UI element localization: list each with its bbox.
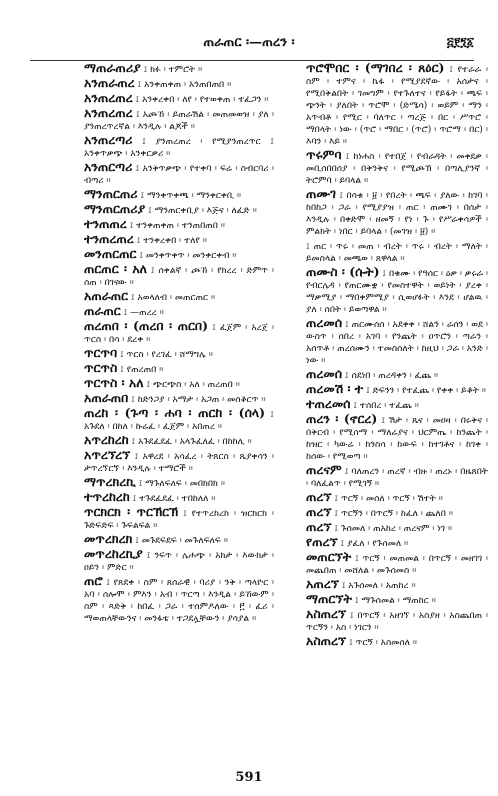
- running-head-page-number: ፭፻፺፩: [446, 35, 474, 49]
- headword: አንጠረጠረ: [84, 105, 133, 120]
- headword: የጠረኘ: [306, 534, 338, 549]
- definition: ፤ በሳቁ ፡ ፱ ፡ የበረት ፡ ጫፍ ፡ ያለው ፡ ከገባ ፡ ከበከጋ ፡ ጋራ ፡ የሚያያዝ ፡ ጠር ፡ ጠሙገ ፡ በሰታ ፡ እንዲሉ ፡ በቀድሞ ፡ ዘመኝ ፡ የነ ፡ ጉ ፡ የሥራቀሳዎች ፡ ምልክት ፡ ነበር ፡ ይባላል ፡ (መገዝ ፡ ፱) ፡፡: [306, 191, 488, 237]
- definition: ፤ ተንቀረቀበ ፡ ተለየ ፡፡: [136, 236, 207, 246]
- definition: ፤ አወላለብ ፡ መጠርጠር ፡፡: [130, 293, 216, 303]
- headword: ጠሮ: [84, 573, 103, 588]
- dictionary-entry: [84, 248, 274, 262]
- headword: መንጠርጠር: [84, 246, 137, 261]
- definition: ፤ መንቀጥቀጥ ፡ መንቀርቀብ ፡፡: [139, 251, 237, 261]
- definition: ፤ ጥርስ ፡ የረገፈ ፡ ሸማግሌ ፡፡: [119, 350, 213, 360]
- dictionary-entry: [84, 575, 274, 625]
- definition: ፤ ያንጠረጠረ ፡ የሚያንጠረጥር ፤ አንቀጥቃጭ ፡ አንቀርቃሪ ፡፡: [84, 137, 274, 159]
- headword: ተጠረመሰ: [306, 396, 351, 411]
- definition: ፤ ጥርኝን ፡ በጥርኝ ፡ ከፈለ ፡ ጨለበ ፡፡: [334, 509, 453, 519]
- dictionary-entry: [306, 239, 488, 265]
- dictionary-entry: [306, 635, 488, 649]
- definition: ፤ አጉደለ ፡ በከለ ፡ ኩሬፈ ፡ ፈጀም ፡ አበጠረ ፡፡: [84, 410, 274, 432]
- headword: ጠራጠር: [84, 303, 121, 318]
- dictionary-entry: [84, 218, 274, 232]
- headword: ጠረመሰ: [306, 366, 343, 381]
- dictionary-entry: [84, 392, 274, 406]
- headword: ጠሙስ ፡ (ሱት): [306, 264, 380, 279]
- definition: ፤ ከድንጋያ ፡ አማታ ፡ አጋጠ ፡ መሰቆርጥ ፡፡: [131, 395, 266, 405]
- dictionary-entry: [306, 521, 488, 535]
- definition: ፤ ያፈለ ፡ የጉሰመለ ፡፡: [340, 539, 409, 549]
- dictionary-entry: [306, 578, 488, 592]
- dictionary-entry: [84, 377, 274, 391]
- dictionary-entry: [84, 320, 274, 346]
- headword: ጥርክርክ ፡ ጥርኽርኽ: [84, 504, 179, 519]
- dictionary-entry: [84, 92, 274, 106]
- dictionary-entry: [306, 383, 488, 397]
- dictionary-entry: [306, 413, 488, 463]
- definition: ፤ ጠርሙሰሰ ፡ አደቀቀ ፡ ሸልን ፡ ራሰን ፡ ወደ ፡ ውስጥ ፡ ሰበረ ፡ አገባ ፡ የንጨት ፡ ዐጥሮን ፡ ጣራን ፡ አሰጥቶ ፡ ጠረሰሙን ፡ ተመስሰለት ፡ ከዚህ ፡ ጋራ ፡ አንድ ፡ ነው ፡፡: [306, 320, 488, 366]
- headword: አጥረከረከ: [84, 432, 129, 447]
- definition: ፤ ማጉሰመል ፡ ማጠከር ፡፡: [354, 596, 436, 606]
- headword: አጠራጠር: [84, 288, 129, 303]
- definition: ፤ የተጥረከረከ ፡ ዝርክርክ ፡ ጉድፍድፍ ፡ ጉፍልፍል ፡፡: [84, 509, 274, 531]
- headword: ጠረናም: [306, 462, 342, 477]
- dictionary-entry: [306, 368, 488, 382]
- headword: ጠሙገ: [306, 186, 336, 201]
- headword: ጠረመሰ: [306, 315, 343, 330]
- definition: ፤ ጭርጭስ ፡ አለ ፡ ጠረጠበ ፡፡: [146, 380, 240, 390]
- headword: ጠረኘ: [306, 504, 332, 519]
- definition: ፤ ባለጠረን ፡ ጠረኛ ፡ ብዙ ፡ ጠረኑ ፡ በዜጸበት ፡ ባለፈልጥ ፡ የሚገኝ ፡፡: [306, 467, 488, 489]
- dictionary-entry: [306, 398, 488, 412]
- definition: ፤ አጮኸ ፡ ይጠራሽል ፡ መጠመወዝ ፡ ያለ ፡ ያንጠረጥረኛል ፡ እንዲሉ ፡ ልጆች ፡፡: [84, 110, 274, 132]
- dictionary-entry: [84, 548, 274, 574]
- headword: ጠርጠር ፡ አለ: [84, 261, 147, 276]
- dictionary-entry: [84, 290, 274, 304]
- definition: ፤ ማንቀጥቀጫ ፡ ማንቀርቀቢ ፡፡: [140, 191, 242, 201]
- headword: ተንጠጠረ: [84, 216, 127, 231]
- dictionary-entry: [84, 107, 274, 133]
- headword: ማጠርኘት: [306, 591, 352, 606]
- dictionary-entry: [306, 608, 488, 634]
- dictionary-entry: [84, 161, 274, 187]
- dictionary-entry: [306, 266, 488, 316]
- definition: ፤ ፈጀም ፡ አረጀ ፡ ጥርስ ፡ በሳ ፡ ደረቀ ፡፡: [84, 323, 274, 345]
- definition: ፤ አንቀጠቀጠ ፡ አንጠበጠበ ፡፡: [137, 80, 232, 90]
- definition: ፤ አጉደፈደፈ ፡ አላጉፈለፈ ፡ በከከሊ ፡፡: [131, 437, 252, 447]
- dictionary-entry: [84, 533, 274, 547]
- headword: ጥርጥስ ፡ አለ: [84, 375, 144, 390]
- headword: ጠረኘ: [306, 489, 332, 504]
- dictionary-entry: [84, 203, 274, 217]
- definition: ፤ በቁሙ ፡ የዓሰር ፡ ዕቃ ፡ ቃሩራ ፡ የብርሌዳ ፡ የጠርሙቋ ፡ የመስተዋት ፡ ወይነት ፡ ያረቀ ፡ ማቃሚያ ፡ ማበቀምሚያ ፡ ሲወሆፉት ፡ እንደ ፡ ሆልዉ ፡ ያለ ፡ ሰበት ፡ ይወጣዋል ፡፡: [306, 269, 488, 315]
- headword: አንጠረጠረ: [84, 90, 133, 105]
- definition: ፤ ሽታ ፡ ጼና ፡ መዐዛ ፡ በሩቅና ፡ በቅርብ ፡ የሚሰማ ፡ ማለሬያና ፡ ህርምጤ ፡ ከንጨት ፡ ከዝር ፡ ካውሬ ፡ ከንስሳ ፡ ከውፍ ፡ ከተገቶና ፡ ከገቀ ፡ ከሰው ፡ የሚወጣ ፡፡: [306, 416, 488, 462]
- definition: ፤ ጥርኝ ፡ መጠመል ፡ በጥርኝ ፡ መዘገገ ፡ መጨበጠ ፡ መሸለል ፡ መጉሰመስ ፡፡: [306, 554, 488, 576]
- dictionary-entry: [306, 506, 488, 520]
- headword: ጠረጠበ ፡ (ጠረበ ፡ ጠርበ): [84, 318, 209, 333]
- headword: መጥረክረክ: [84, 531, 133, 546]
- definition: ፤ ከነሐስ ፡ የተበጀ ፡ የብራዳት ፡ መቀደቃ ፡ መቢሰበበሰያ ፡ በቅንቅና ፡ የሚጮኽ ፡ በጣሊያንኛ ፡ ትሮምባ ፡ ይባላል ፡፡: [306, 152, 488, 186]
- headword: ማንጠርጠሪያ: [84, 201, 146, 216]
- dictionary-entry: [306, 536, 488, 550]
- definition: ፤ አንቅጥቃጭ ፡ የተቀባ ፡ ፍሬ ፡ ስብርባሪ ፡ ብጣሪ ፡፡: [84, 164, 274, 186]
- headword: መጠርኘት: [306, 549, 352, 564]
- headword: አስጠረኘ: [306, 606, 347, 621]
- headword: ጠረመሽ ፡ ተ: [306, 381, 364, 396]
- definition: ፤ ጥርኝ ፡ መሰለ ፡ ጥርኝ ፡ ሽተት ፡፡: [334, 494, 443, 504]
- dictionary-entry: [84, 347, 274, 361]
- dictionary-entry: [306, 593, 488, 607]
- dictionary-entry: [84, 506, 274, 532]
- headword: አጠራጠበ: [84, 390, 129, 405]
- headword: ጥርጥባ: [84, 345, 118, 360]
- definition: ፤ ክፉ ፡ ተምሮት ፡፡: [143, 65, 203, 75]
- definition: ፤ አንቀረቀበ ፡ ለየ ፡ የተወቀጠ ፡ ተፈጋን ፡፡: [135, 95, 269, 105]
- definition: ፤ ሰቀልኛ ፡ ጮኸ ፡ የክረረ ፡ ድምጥ ፡ ሰጠ ፡ በገናው ፡፡: [84, 266, 274, 288]
- dictionary-entry: [84, 305, 274, 319]
- headword: ማጥረክረኪ: [84, 474, 136, 489]
- dictionary-entry: [84, 362, 274, 376]
- headword: አንጠራጠረ: [84, 75, 135, 90]
- definition: ፤ የጠረጠበ ፡፡: [120, 365, 164, 375]
- dictionary-entry: [84, 407, 274, 433]
- dictionary-entry: [84, 263, 274, 289]
- headword: አስጠረኘ: [306, 633, 347, 648]
- headword: አንጠርጣሪ: [84, 159, 133, 174]
- dictionary-entry: [84, 449, 274, 475]
- dictionary-entry: [84, 77, 274, 91]
- definition: ፤ ንፍጥ ፡ ሌሐጭ ፡ አክታ ፡ እውክታ ፡ ዐይን ፡ ምድር ፡፡: [84, 551, 274, 573]
- dictionary-entry: [84, 491, 274, 505]
- dictionary-entry: [306, 62, 488, 148]
- definition: ፤ ጉሰመለ ፡ ጠአከረ ፡ ጠረናም ፡ ነገ ፡፡: [334, 524, 453, 534]
- dictionary-entry: [306, 149, 488, 187]
- definition: ፤ ሰደነበ ፡ ጠረዳቀን ፡ ፈጨ ፡፡: [344, 371, 439, 381]
- definition: ፤ ተጉደፈደፈ ፡ ተበከለለ ፡፡: [132, 494, 216, 504]
- definition: ፤ አዋረደ ፡ አሳፈረ ፡ ትጸርስ ፡ ጼያቀሳን ፡ ታጥረኘርኘ ፡ እንዲሉ ፡ ተማሮች ፡፡: [84, 452, 274, 474]
- definition: ፤ ጥርኝ ፡ አስመሰለ ፡፡: [349, 638, 418, 648]
- headword: ጠረከ ፡ (ጉጣ ፡ ሐባ ፡ ጠርከ ፡ (ሰላ): [84, 405, 266, 420]
- dictionary-entry: [306, 491, 488, 505]
- definition: ፤ ማጉለፍለፍ ፡ መበክበክ ፡፡: [138, 479, 225, 489]
- running-head: [0, 33, 498, 55]
- dictionary-entry: [306, 188, 488, 238]
- headword: ማንጠርጠሪ: [84, 186, 138, 201]
- running-head-title: ጠራጠር ፡—ጠረን ፡: [203, 35, 295, 50]
- page-number: 591: [235, 770, 263, 785]
- headword: ተንጠረጠረ: [84, 231, 134, 246]
- headword: ተጥረከረከ: [84, 489, 130, 504]
- header-rule: [30, 60, 474, 61]
- definition: ፤ ተሰበረ ፡ ተፈጨ ፡፡: [353, 401, 419, 411]
- headword: አጠረኘ: [306, 576, 339, 591]
- headword: ማጠራጠሪያ: [84, 62, 141, 75]
- left-column: [84, 62, 274, 762]
- headword: መጥረከረኪያ: [84, 546, 143, 561]
- right-column: [306, 62, 488, 762]
- dictionary-entry: [306, 551, 488, 577]
- dictionary-entry: [306, 464, 488, 490]
- dictionary-entry: [84, 476, 274, 490]
- dictionary-entry: [84, 233, 274, 247]
- definition: ፤ ድፍንን ፡ የተፈጨ ፡ የቀቀ ፡ ይቆት ፡፡: [366, 386, 487, 396]
- dictionary-entry: [84, 434, 274, 448]
- headword: አንጠረጣሪ: [84, 132, 133, 147]
- headword: ጠረን ፡ (ኖርረ): [306, 411, 378, 426]
- dictionary-entry: [84, 188, 274, 202]
- definition: ፤ የተራራ ፡ ስም ፡ ተምና ፡ ኬፋ ፡ የሚያደኛው ፡ አሰታና ፡ የሚበቅልበት ፡ ገመግም ፡ የተጉለተና ፡ የይፋት ፡ ጫፍ ፡ ጭንት ፡ ያለበት ፡ ጥሮሞ ፡ (ድሜሳ) ፡ ወይም ፡ ማን ፡ አጥብቶ ፡ የሚር ፡ ባለጥር ፡ ጣረጅ ፡ በር ፡ ሥጥሮ ፡ ማበላት ፡ ነው ፡ (ጥሮ ፡ ማበር ፡ (ጥሮ) ፡ ጥሮማ ፡ በር) ፡ እባን ፡ እይ ፡፡: [306, 65, 488, 147]
- headword: ጥርጥስ: [84, 360, 118, 375]
- definition: ፤ በጥርኝ ፡ አዘገኘ ፡ አስያዘ ፡ አስጨበጠ ፡ ጥርኝን ፡ አስ ፡ ነገርን ፡፡: [306, 611, 488, 633]
- definition: ፤ መጉደፍደፍ ፡ መጉለፍለፍ ፡፡: [135, 536, 228, 546]
- headword: ጥሩምባ: [306, 147, 342, 162]
- definition: ፤ ጠር ፡ ጥሩ ፡ መጠ ፡ ብረት ፡ ጥሩ ፡ ብረት ፡ ማለት ፡ ይመስላል ፡ መጫወ ፡ ጸዋላል ፡፡: [306, 242, 488, 264]
- definition: ፤ ተንቀጠቀጠ ፡ ተንጠበጠበ ፡፡: [129, 221, 226, 231]
- dictionary-entry: [84, 134, 274, 160]
- definition: ፤ ማንጠርቀቢያ ፡ እጅና ፡ ለፈድ ፡፡: [148, 206, 257, 216]
- headword: ጥሮሞበር ፡ (ማገበረ ፡ ጸዕር): [306, 62, 445, 75]
- dictionary-entry: [84, 62, 274, 76]
- headword: አጥረኘረኘ: [84, 447, 131, 462]
- definition: ፤ የጸደቀ ፡ ስም ፡ ጸሰራዊ ፡ ባሪያ ፡ ንቅ ፡ ጣላዮር ፡ አባ ፡ ሰሎሞ ፡ ምእን ፡ አብ ፡ ጥርጣ ፡ እንዲል ፡ ይኸውም ፡ ስም ፡ ጻድቅ ፡ ከበፈ ፡ ጋራ ፡ ተሰምዶለው ፡ ፫ ፡ ፈሪ ፡ ማወጠላቸውንና ፡ መንፋቴ ፡ ተጋደሏቸውን ፡ ያሳያል ፡፡: [84, 578, 274, 624]
- dictionary-entry: [306, 317, 488, 367]
- headword: ጠረኘ: [306, 519, 332, 534]
- definition: ፤ አጉሰመለ ፡ አጠከረ ፡፡: [341, 581, 416, 591]
- definition: ፤ —ጠረረ ፡፡: [123, 308, 164, 318]
